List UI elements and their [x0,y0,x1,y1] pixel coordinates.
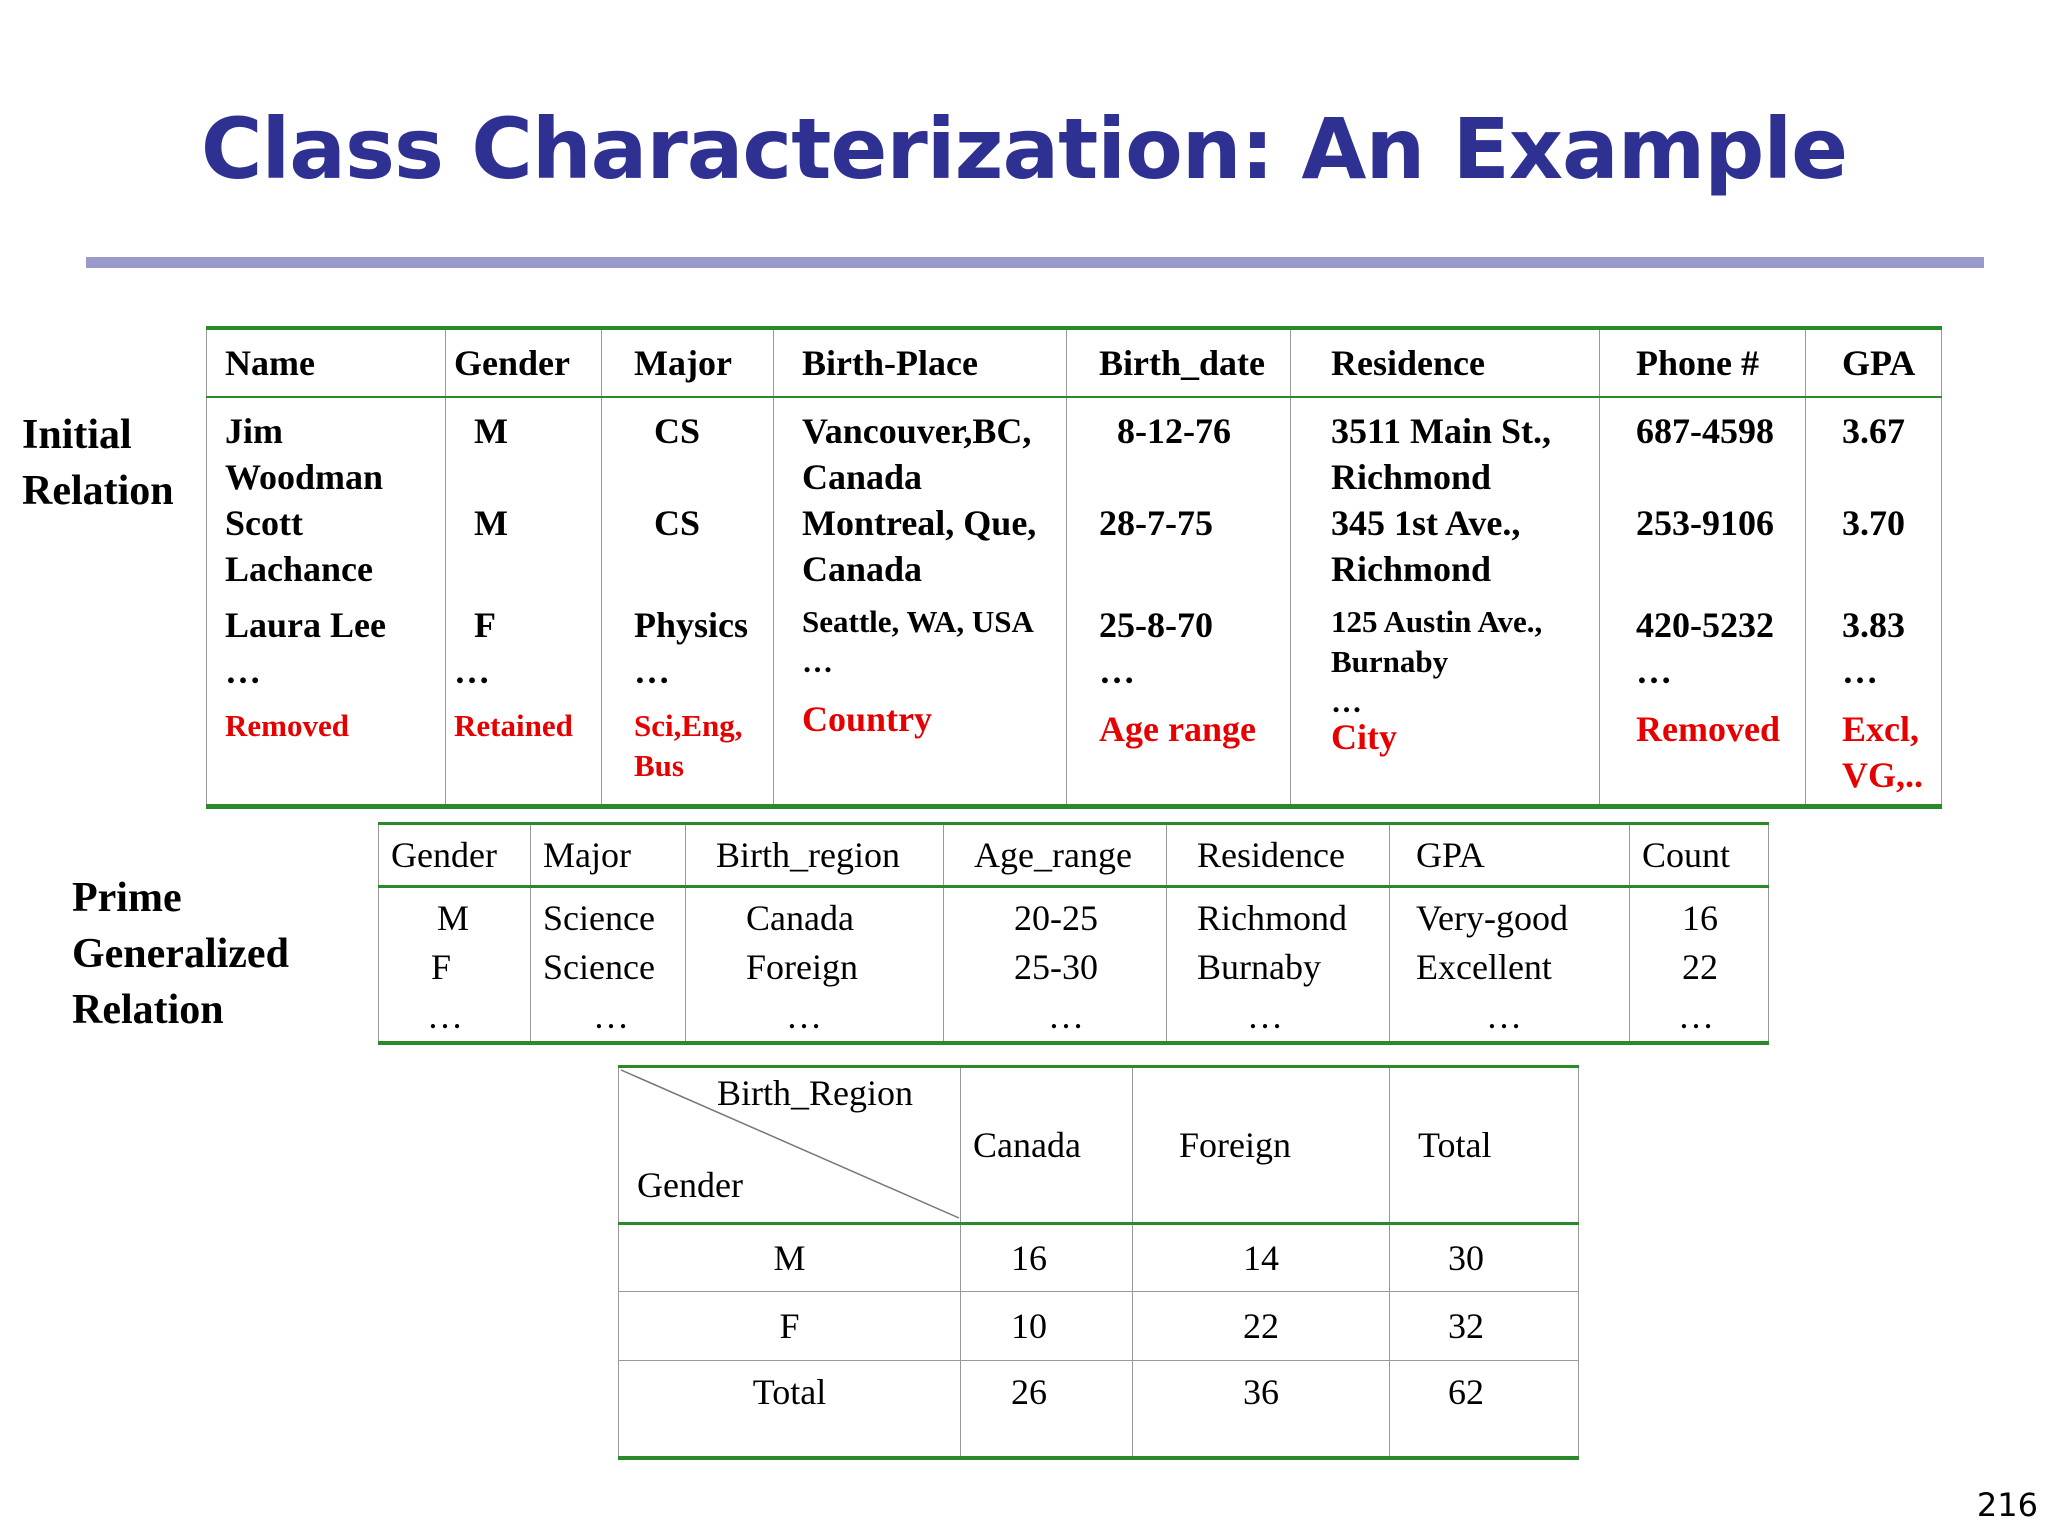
cell-text: Canada [746,898,854,938]
cell-text: F [474,605,496,645]
cell: 62 [1390,1361,1579,1459]
prime-relation-label-line2: Generalized [72,931,289,977]
cell [531,887,686,1044]
cell-text: 3511 Main St., Richmond [1331,411,1552,497]
cell-text: F [431,947,452,987]
cell [1067,397,1291,807]
cell-text: 253-9106 [1636,503,1774,543]
cell-text: Montreal, Que, Canada [802,503,1037,589]
table-row [379,887,1769,1044]
cell-text: Science [543,947,655,987]
action-label: Excl, VG,.. [1842,709,1923,795]
action-label: Removed [225,708,349,743]
header-major: Major [531,824,686,887]
cell [686,887,944,1044]
prime-relation-label-line1: Prime [72,875,182,921]
header-gpa: GPA [1390,824,1630,887]
cell-text: … [225,651,261,691]
cell-text: 687-4598 [1636,411,1774,451]
cell-text: Science [543,898,655,938]
initial-relation-label-line2: Relation [22,468,174,514]
header-name: Name [207,328,446,397]
prime-relation-table [378,822,1769,1045]
cell-text: 3.67 [1842,411,1905,451]
header-gpa: GPA [1806,328,1942,397]
table-row [207,397,1942,807]
cell-text: … [1247,996,1283,1036]
cell-text: CS [654,411,701,451]
cell [1291,397,1600,807]
action-label: Sci,Eng, Bus [634,708,743,783]
cell-text: Burnaby [1197,947,1321,987]
cell-text: M [474,503,508,543]
cell-text: 16 [1682,898,1718,938]
action-label: City [1331,717,1397,757]
header-birth-region: Birth_region [686,824,944,887]
cell-text: Very-good [1416,898,1568,938]
cell-text: … [454,651,490,691]
page-number: 216 [1976,1486,2038,1524]
header-foreign: Foreign [1133,1067,1390,1224]
prime-relation-label [72,870,289,1038]
cell-text: Foreign [746,947,858,987]
cell-text: … [786,996,822,1036]
initial-relation-table [206,326,1942,809]
cell [944,887,1167,1044]
cell-text: … [1678,996,1714,1036]
cell-text: Scott Lachance [225,503,373,589]
cell: 14 [1133,1224,1390,1292]
cell-text: 420-5232 [1636,605,1774,645]
row-label: Total [619,1361,961,1459]
header-phone: Phone # [1600,328,1806,397]
cell-text: M [437,898,470,938]
header-total: Total [1390,1067,1579,1224]
cell-text: 3.83 [1842,605,1905,645]
cell-text: … [802,644,833,679]
header-gender: Gender [379,824,531,887]
column-dimension-label: Birth_Region [717,1073,913,1113]
initial-header-row [207,328,1942,397]
header-birth-date: Birth_date [1067,328,1291,397]
cell [602,397,774,807]
cell-text: … [1842,651,1878,691]
header-gender: Gender [446,328,602,397]
cell-text: 8-12-76 [1117,411,1231,451]
header-count: Count [1630,824,1769,887]
cell-text: … [1331,684,1362,719]
action-label: Age range [1099,709,1256,749]
cell-text: Excellent [1416,947,1552,987]
cell-text: … [634,651,670,691]
action-label: Removed [1636,709,1780,749]
header-major: Major [602,328,774,397]
prime-relation-label-line3: Relation [72,987,224,1033]
cell: 30 [1390,1224,1579,1292]
cell-text: Richmond [1197,898,1347,938]
page-title: Class Characterization: An Example [200,100,1848,198]
cell-text: … [1048,996,1084,1036]
header-age-range: Age_range [944,824,1167,887]
cell-text: 28-7-75 [1099,503,1213,543]
crosstab-table [618,1065,1579,1460]
prime-header-row [379,824,1769,887]
table-row [619,1292,1579,1361]
cell-text: Vancouver,BC, Canada [802,411,1032,497]
initial-relation-label-line1: Initial [22,412,132,458]
cell-text: … [1486,996,1522,1036]
cell [207,397,446,807]
cell [1806,397,1942,807]
cell-text: … [1636,651,1672,691]
crosstab-corner-cell [619,1067,961,1224]
cell [1630,887,1769,1044]
cell: 26 [961,1361,1133,1459]
cell-text: Physics [634,605,749,645]
cell-text: CS [654,503,701,543]
cell: 36 [1133,1361,1390,1459]
row-label: F [619,1292,961,1361]
cell-text: 345 1st Ave., Richmond [1331,503,1521,589]
cell [1167,887,1390,1044]
action-label: Country [802,699,933,739]
cell: 10 [961,1292,1133,1361]
cell-text: Jim Woodman [225,411,384,497]
header-canada: Canada [961,1067,1133,1224]
cell-text: 3.70 [1842,503,1905,543]
cell [1390,887,1630,1044]
cell-text: 22 [1682,947,1718,987]
cell: 22 [1133,1292,1390,1361]
cell-text: Laura Lee [225,605,386,645]
action-label: Retained [454,708,573,743]
title-divider [86,257,1984,268]
cell-text: 20-25 [1014,898,1098,938]
cell: 16 [961,1224,1133,1292]
cell [1600,397,1806,807]
table-row [619,1361,1579,1459]
header-residence: Residence [1291,328,1600,397]
cell-text: M [474,411,508,451]
cell-text: Seattle, WA, USA [802,604,1034,639]
header-birth-place: Birth-Place [774,328,1067,397]
table-row [619,1224,1579,1292]
row-dimension-label: Gender [637,1165,743,1205]
cell-text: … [593,996,629,1036]
initial-relation-label [22,407,174,519]
cell [379,887,531,1044]
cell-text: … [1099,651,1135,691]
cell-text: 25-30 [1014,947,1098,987]
cell-text: … [427,996,463,1036]
cell: 32 [1390,1292,1579,1361]
cell [774,397,1067,807]
cell [446,397,602,807]
cell-text: 25-8-70 [1099,605,1213,645]
crosstab-header-row [619,1067,1579,1224]
header-residence: Residence [1167,824,1390,887]
cell-text: 125 Austin Ave., Burnaby [1331,604,1543,679]
row-label: M [619,1224,961,1292]
